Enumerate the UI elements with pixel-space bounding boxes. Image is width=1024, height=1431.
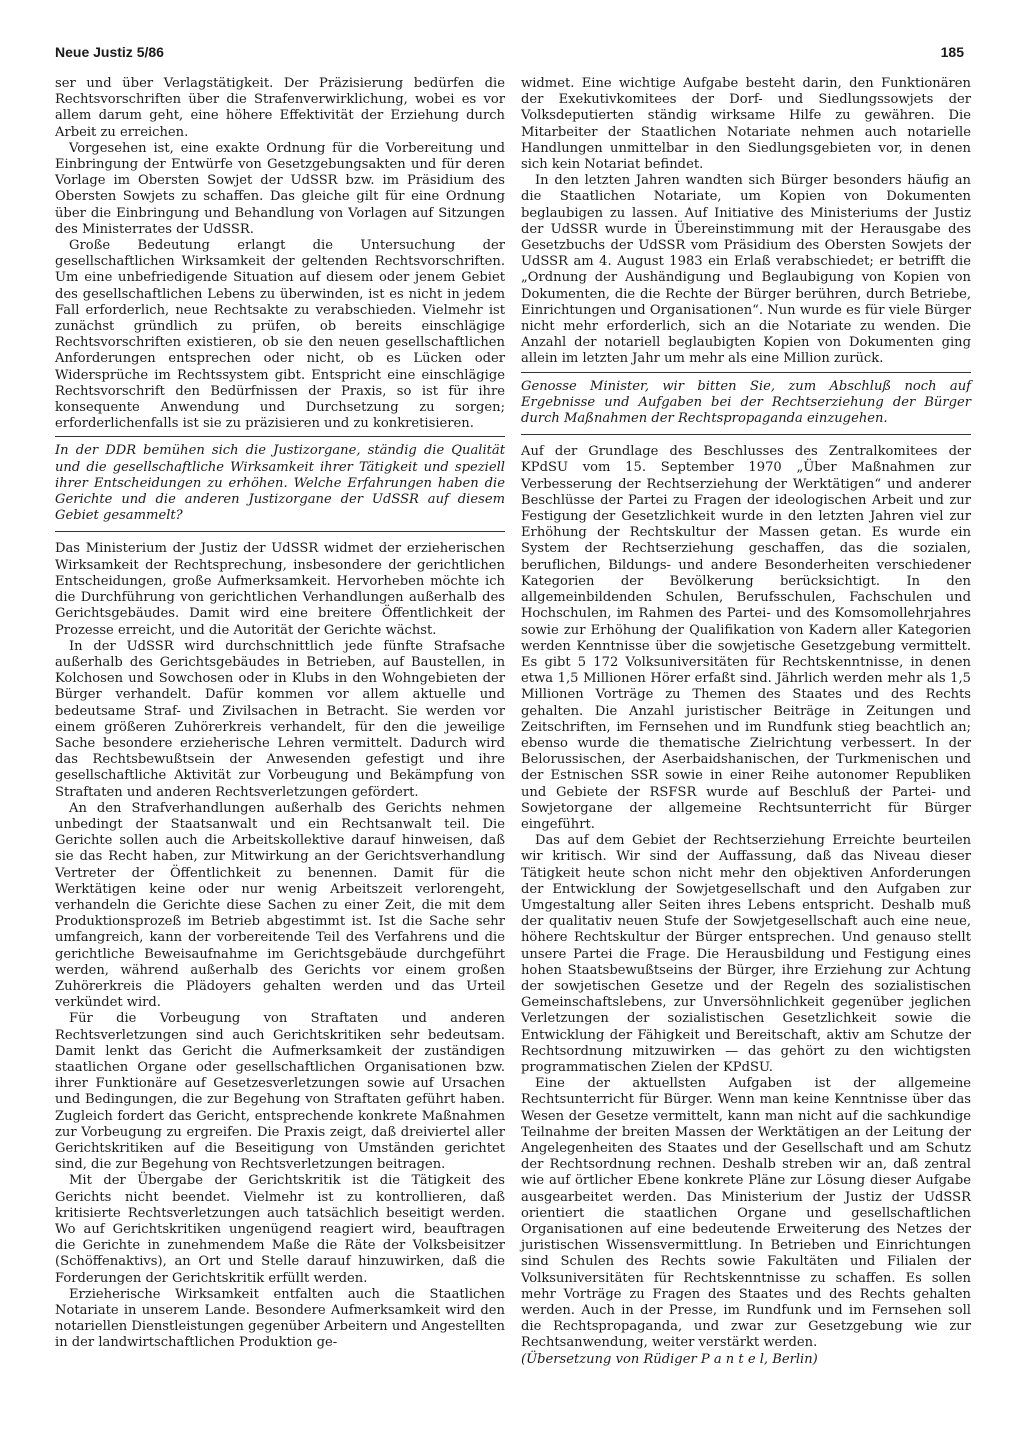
right-column <box>521 76 971 1368</box>
paragraph: ser und über Verlagstätigkeit. Der Präzisierung bedürfen die Rechtsvorschriften über die Strafenverwirklichung, wobei es vor allem darum geht, eine höhere Effektivität der Erziehung durch Arbeit zu erreichen. <box>55 76 505 140</box>
paragraph: Eine der aktuellsten Aufgaben ist der allgemeine Rechtsunterricht für Bürger. Wenn man keine Kenntnisse über das Wesen der Gesetze vermittelt, kann man nicht auf die sachkundige Teilnahme der breiten Massen der Werktätigen an der Leitung der Angelegenheiten des Staates und der Gesellschaft und am Schutz der Rechtsordnung rechnen. Deshalb streben wir an, daß zentral wie auf örtlicher Ebene konkrete Pläne zur Lösung dieser Aufgabe ausgearbeitet werden. Das Ministerium der Justiz der UdSSR orientiert die staatlichen Organe und gesellschaftlichen Organisationen auf eine bedeutende Erweiterung des Netzes der juristischen Wissensvermittlung. In Betrieben und Einrichtungen sind Schulen des Rechts sowie Fakultäten und Filialen der Volksuniversitäten für Rechtskenntnisse zu schaffen. Es sollen mehr Vorträge zu Fragen des Staates und des Rechts gehalten werden. Auch in der Presse, im Rundfunk und im Fernsehen soll die Rechtspropaganda, und zwar zur Gesetzgebung wie zur Rechtsanwendung, weiter verstärkt werden. <box>521 1076 971 1351</box>
paragraph: Große Bedeutung erlangt die Untersuchung der gesellschaftlichen Wirksamkeit der geltenden Rechtsvorschriften. Um eine unbefriedigende Situation auf diesem oder jenem Gebiet des gesellschaftlichen Lebens zu überwinden, ist es nicht in jedem Fall erforderlich, neue Rechtsakte zu verabschieden. Vielmehr ist zunächst gründlich zu prüfen, ob bereits einschlägige Rechtsvorschriften existieren, ob sie den neuen gesellschaftlichen Anforderungen entsprechen oder nicht, ob es Lücken oder Widersprüche im Rechtssystem gibt. Entspricht eine einschlägige Rechtsvorschrift den Bedürfnissen der Praxis, so ist für ihre konsequente Anwendung und Durchsetzung zu sorgen; erforderlichenfalls ist sie zu präzisieren und zu konkretisieren. <box>55 238 505 432</box>
journal-title: Neue Justiz 5/86 <box>55 44 164 60</box>
paragraph: Das Ministerium der Justiz der UdSSR widmet der erzieherischen Wirksamkeit der Rechtsprechung, insbesondere der gerichtlichen Entscheidungen, große Aufmerksamkeit. Hervorheben möchte ich die Durchführung von gerichtlichen Verhandlungen außerhalb des Gerichtsgebäudes. Damit wird eine breitere Öffentlichkeit der Prozesse erreicht, und die Autorität der Gerichte wächst. <box>55 541 505 638</box>
paragraph: Vorgesehen ist, eine exakte Ordnung für die Vorbereitung und Einbringung der Entwürfe von Gesetzgebungsakten und für deren Vorlage im Obersten Sowjet der UdSSR bzw. im Präsidium des Obersten Sowjets zu schaffen. Das gleiche gilt für eine Ordnung über die Einbringung und Behandlung von Vorlagen auf Sitzungen des Ministerrates der UdSSR. <box>55 140 505 237</box>
interview-question-box <box>55 436 505 532</box>
paragraph: widmet. Eine wichtige Aufgabe besteht darin, den Funktionären der Exekutivkomitees der Dorf- und Siedlungssowjets der Volksdeputierten ständig wirksame Hilfe zu gewähren. Die Mitarbeiter der Staatlichen Notariate nehmen auch notarielle Handlungen unmittelbar in den Siedlungsgebieten vor, in denen sich kein Notariat befindet. <box>521 76 971 173</box>
interview-question: Genosse Minister, wir bitten Sie, zum Abschluß noch auf Ergebnisse und Aufgaben bei der Rechtserziehung der Bürger durch Maßnahmen der Rechtspropaganda einzugehen. <box>521 378 971 427</box>
page-number: 185 <box>940 44 964 60</box>
paragraph: Für die Vorbeugung von Straftaten und anderen Rechtsverletzungen sind auch Gerichtskritiken sehr bedeutsam. Damit lenkt das Gericht die Aufmerksamkeit der zuständigen staatlichen Organe oder gesellschaftlichen Organisationen bzw. ihrer Funktionäre auf Gesetzesverletzungen sowie auf Ursachen und Bedingungen, die zur Begehung von Straftaten geführt haben. Zugleich fordert das Gericht, entsprechende konkrete Maßnahmen zur Vorbeugung zu ergreifen. Die Praxis zeigt, daß dreiviertel aller Gerichtskritiken auf die Beseitigung von Umständen gerichtet sind, die zur Begehung von Rechtsverletzungen beitragen. <box>55 1011 505 1173</box>
paragraph: In der UdSSR wird durchschnittlich jede fünfte Strafsache außerhalb des Gerichtsgebäudes in Betrieben, auf Baustellen, in Kolchosen und Sowchosen oder in Klubs in den Wohngebieten der Bürger verhandelt. Dafür kommen vor allem aktuelle und bedeutsame Straf- und Zivilsachen in Betracht. Sie werden vor einem größeren Zuhörerkreis verhandelt, für den die jeweilige Sache besondere erzieherische Lehren vermittelt. Dadurch wird das Rechtsbewußtsein der Anwesenden gefestigt und ihre gesellschaftliche Aktivität zur Vorbeugung und Bekämpfung von Straftaten und anderen Rechtsverletzungen gefördert. <box>55 638 505 800</box>
interview-question-box <box>521 372 971 436</box>
left-column <box>55 76 505 1352</box>
paragraph: An den Strafverhandlungen außerhalb des Gerichts nehmen unbedingt der Staatsanwalt und ein Rechtsanwalt teil. Die Gerichte sollen auch die Arbeitskollektive darauf hinweisen, daß sie das Recht haben, zur Mitwirkung an der Gerichtsverhandlung Vertreter der Öffentlichkeit zu benennen. Damit für die Werktätigen keine oder nur wenig Arbeitszeit verlorengeht, verhandeln die Gerichte diese Sachen zu einer Zeit, die mit dem Produktionsprozeß im Betrieb abgestimmt ist. Ist die Sache sehr umfangreich, kann der vorbereitende Teil des Verfahrens und die gerichtliche Beweisaufnahme im Gerichtsgebäude durchgeführt werden, während außerhalb des Gerichts vor einem großen Zuhörerkreis die Plädoyers gehalten werden und das Urteil verkündet wird. <box>55 800 505 1011</box>
paragraph: Das auf dem Gebiet der Rechtserziehung Erreichte beurteilen wir kritisch. Wir sind der Auffassung, daß das Niveau dieser Tätigkeit heute schon nicht mehr den objektiven Anforderungen der Entwicklung der Sowjetgesellschaft und den Aufgaben zur Umgestaltung aller Seiten ihres Lebens entspricht. Deshalb muß der qualitativ neuen Stufe der Sowjetgesellschaft auch eine neue, höhere Rechtskultur der Bürger entsprechen. Und genauso stellt unsere Partei die Frage. Die Herausbildung und Festigung eines hohen Staatsbewußtseins der Bürger, ihre Erziehung zur Achtung der sowjetischen Gesetze und der Regeln des sozialistischen Gemeinschaftslebens, zur Unversöhnlichkeit gegenüber jeglichen Verletzungen der sozialistischen Gesetzlichkeit sowie die Entwicklung der Fähigkeit und Bereitschaft, aktiv am Schutze der Rechtsordnung mitzuwirken — das gehört zu den wichtigsten programmatischen Zielen der KPdSU. <box>521 833 971 1075</box>
translation-credit: (Übersetzung von Rüdiger P a n t e l, Berlin) <box>521 1351 818 1367</box>
interview-question: In der DDR bemühen sich die Justizorgane, ständig die Qualität und die gesellschaftliche Wirksamkeit ihrer Tätigkeit und speziell ihrer Entscheidungen zu erhöhen. Welche Erfahrungen haben die Gerichte und die anderen Justizorgane der UdSSR auf diesem Gebiet gesammelt? <box>55 443 505 524</box>
paragraph: Auf der Grundlage des Beschlusses des Zentralkomitees der KPdSU vom 15. September 1970 „Über Maßnahmen zur Verbesserung der Rechtserziehung der Werktätigen“ und anderer Beschlüsse der Partei zu Fragen der ideologischen Arbeit und zur Festigung der Gesetzlichkeit wurde in den letzten Jahren viel zur Erhöhung der Rechtskultur der Massen getan. Es wurde ein System der Rechtserziehung geschaffen, das die sozialen, beruflichen, Bildungs- und andere Besonderheiten verschiedener Kategorien der Bevölkerung berücksichtigt. In den allgemeinbildenden Schulen, Berufsschulen, Fachschulen und Hochschulen, im Rahmen des Partei- und des Komsomollehrjahres sowie zur Erhöhung der Qualifikation von Kadern aller Kategorien werden Kenntnisse über die sowjetische Gesetzgebung vermittelt. Es gibt 5 172 Volksuniversitäten für Rechtskenntnisse, in denen etwa 1,5 Millionen Hörer erfaßt sind. Jährlich werden mehr als 1,5 Millionen Vorträge zu Themen des Staates und des Rechts gehalten. Die Anzahl juristischer Beiträge in Zeitungen und Zeitschriften, im Fernsehen und im Rundfunk stieg beachtlich an; ebenso wurde die thematische Zielrichtung verbessert. In der Belorussischen, der Aserbaidshanischen, der Turkmenischen und der Estnischen SSR sowie in einer Reihe autonomer Republiken und Gebiete der RSFSR wurde auf Beschluß der Partei- und Sowjetorgane der allgemeine Rechtsunterricht für Bürger eingeführt. <box>521 444 971 832</box>
paragraph: Erzieherische Wirksamkeit entfalten auch die Staatlichen Notariate in unserem Lande. Besondere Aufmerksamkeit wird den notariellen Dienstleistungen gegenüber Arbeitern und Angestellten in der landwirtschaftlichen Produktion ge- <box>55 1286 505 1351</box>
paragraph: Mit der Übergabe der Gerichtskritik ist die Tätigkeit des Gerichts nicht beendet. Vielmehr ist zu kontrollieren, daß kritisierte Rechtsverletzungen auch tatsächlich beseitigt werden. Wo auf Gerichtskritiken ungenügend reagiert wird, beauftragen die Gerichte in zunehmendem Maße die Räte der Volksbeisitzer (Schöffenaktivs), an Ort und Stelle darauf hinzuwirken, daß die Forderungen der Gerichtskritik erfüllt werden. <box>55 1173 505 1286</box>
paragraph: In den letzten Jahren wandten sich Bürger besonders häufig an die Staatlichen Notariate, um Kopien von Dokumenten beglaubigen zu lassen. Auf Initiative des Ministeriums der Justiz der UdSSR wurde in Übereinstimmung mit der Herausgabe des Gesetzbuchs der UdSSR vom Präsidium des Obersten Sowjets der UdSSR am 4. August 1983 ein Erlaß verabschiedet; er betrifft die „Ordnung der Aushändigung und Beglaubigung von Kopien von Dokumenten, die die Rechte der Bürger berühren, durch Betriebe, Einrichtungen und Organisationen“. Nun wurde es für viele Bürger nicht mehr erforderlich, sich an die Notariate zu wenden. Die Anzahl der notariell beglaubigten Kopien von Dokumenten ging allein im letzten Jahr um mehr als eine Million zurück. <box>521 173 971 367</box>
